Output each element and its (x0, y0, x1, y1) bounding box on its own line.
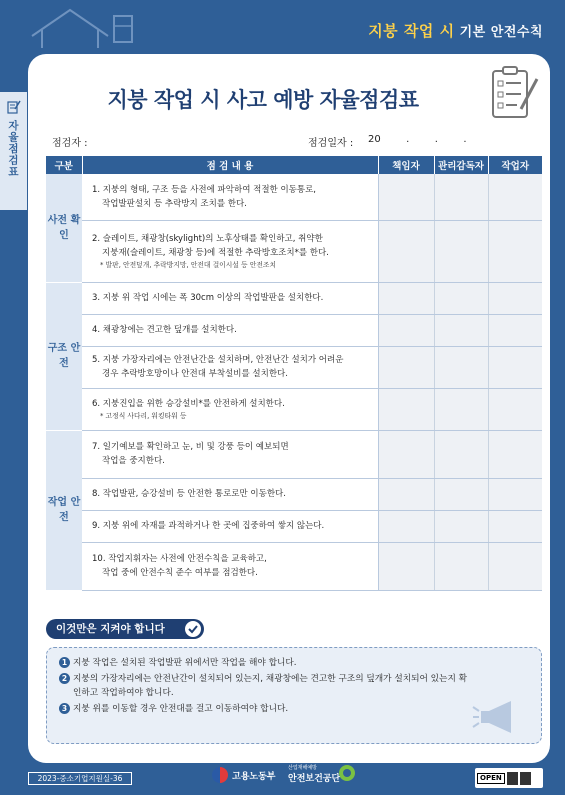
house-illustration (30, 6, 140, 48)
must-keep-box (46, 647, 542, 744)
check-cell-manager[interactable] (378, 430, 434, 478)
inspector-label: 점검자 : (52, 138, 88, 149)
megaphone-icon (471, 697, 533, 737)
item-text-cont: 작업을 중지한다. (102, 456, 165, 466)
check-cell-supervisor[interactable] (434, 220, 488, 282)
item-text: 2. 슬레이트, 채광창(skylight)의 노후상태를 확인하고, 취약한 (92, 234, 323, 244)
check-cell-worker[interactable] (488, 542, 542, 590)
check-cell-manager[interactable] (378, 478, 434, 510)
agency-name: 안전보건공단 (288, 774, 341, 784)
item-text: 10. 작업지휘자는 사전에 안전수칙을 교육하고, (92, 554, 267, 564)
check-cell-supervisor[interactable] (434, 346, 488, 388)
check-cell-manager[interactable] (378, 510, 434, 542)
header-title-rest: 기본 안전수칙 (459, 25, 543, 40)
side-tab-label: 자율점검표 (7, 120, 19, 178)
check-cell-worker[interactable] (488, 388, 542, 430)
item-note: * 발판, 안전덮개, 추락방지망, 안전대 걸이시설 등 안전조치 (100, 261, 277, 269)
item-text: 3. 지붕 위 작업 시에는 폭 30cm 이상의 작업발판을 설치한다. (92, 293, 324, 303)
check-cell-supervisor[interactable] (434, 510, 488, 542)
checklist-table (46, 156, 542, 591)
date-value: 20 . . . (368, 134, 467, 145)
table-row (46, 430, 542, 478)
must-keep-text: 지붕 위를 이동할 경우 안전대를 걸고 이동하여야 합니다. (73, 704, 289, 714)
bullet-number: 3 (59, 703, 70, 714)
agency-emblem-icon (338, 764, 356, 782)
header-supervisor: 관리감독자 (434, 156, 488, 174)
side-tab (0, 92, 27, 210)
license-text: OPEN (477, 773, 505, 784)
license-symbol-icon (507, 772, 518, 785)
check-cell-worker[interactable] (488, 220, 542, 282)
table-row (46, 282, 542, 314)
check-cell-supervisor[interactable] (434, 430, 488, 478)
item-text: 8. 작업발판, 승강설비 등 안전한 통로로만 이동한다. (92, 489, 286, 499)
must-keep-item (59, 702, 529, 716)
check-cell-manager[interactable] (378, 220, 434, 282)
table-row (46, 220, 542, 282)
item-text: 4. 채광창에는 견고한 덮개를 설치한다. (92, 325, 237, 335)
item-text: 7. 일기예보를 확인하고 눈, 비 및 강풍 등이 예보되면 (92, 442, 289, 452)
must-keep-text: 지붕 작업은 설치된 작업발판 위에서만 작업을 해야 합니다. (73, 658, 297, 668)
item-text: 5. 지붕 가장자리에는 안전난간을 설치하며, 안전난간 설치가 어려운 (92, 355, 344, 365)
check-cell-worker[interactable] (488, 282, 542, 314)
header-title (368, 20, 543, 41)
check-cell-worker[interactable] (488, 174, 542, 220)
agency-sub: 산업재해예방 (288, 765, 317, 771)
item-text: 9. 지붕 위에 자재를 과적하거나 한 곳에 집중하여 쌓지 않는다. (92, 521, 325, 531)
date-label: 점검일자 : (308, 138, 354, 149)
must-keep-text: 지붕의 가장자리에는 안전난간이 설치되어 있는지, 채광창에는 견고한 구조의 덮개가 설치되어 있는지 확인하고 작업하여야 합니다. (73, 674, 467, 698)
table-row (46, 510, 542, 542)
table-row (46, 388, 542, 430)
ministry-name: 고용노동부 (232, 771, 276, 782)
check-circle-icon (185, 621, 201, 637)
agency-logo (288, 764, 340, 784)
ministry-logo (212, 767, 275, 783)
item-text: 1. 지붕의 형태, 구조 등을 사전에 파악하여 적절한 이동통로, (92, 184, 316, 195)
check-cell-manager[interactable] (378, 314, 434, 346)
table-row (46, 346, 542, 388)
check-cell-worker[interactable] (488, 346, 542, 388)
must-keep-item (59, 656, 529, 670)
item-text-cont: 작업 중에 안전수칙 준수 여부를 점검한다. (102, 568, 258, 578)
table-row (46, 478, 542, 510)
check-cell-worker[interactable] (488, 314, 542, 346)
group-label: 구조 안전 (46, 282, 82, 430)
document-code: 2023-중소기업지원실-36 (28, 772, 132, 785)
check-cell-manager[interactable] (378, 346, 434, 388)
item-text-cont: 작업발판설치 등 추락방지 조치를 한다. (102, 198, 247, 209)
item-note: * 고정식 사다리, 워킹타워 등 (100, 412, 187, 420)
license-symbol-icon (520, 772, 531, 785)
check-cell-manager[interactable] (378, 282, 434, 314)
check-cell-manager[interactable] (378, 388, 434, 430)
header-category: 구분 (46, 156, 82, 174)
item-text: 6. 지붕진입을 위한 승강설비*를 안전하게 설치한다. (92, 399, 285, 409)
header-title-highlight: 지붕 작업 시 (368, 22, 455, 40)
header-manager: 책임자 (378, 156, 434, 174)
check-cell-supervisor[interactable] (434, 174, 488, 220)
header-worker: 작업자 (488, 156, 542, 174)
check-cell-supervisor[interactable] (434, 282, 488, 314)
table-row (46, 314, 542, 346)
check-cell-manager[interactable] (378, 174, 434, 220)
check-cell-worker[interactable] (488, 510, 542, 542)
must-keep-heading (46, 619, 204, 639)
check-cell-supervisor[interactable] (434, 542, 488, 590)
table-header-row (46, 156, 542, 174)
check-cell-supervisor[interactable] (434, 314, 488, 346)
page-title: 지붕 작업 시 사고 예방 자율점검표 (107, 88, 419, 112)
clipboard-icon (483, 65, 541, 123)
header-content: 점 검 내 용 (82, 156, 378, 174)
group-label: 작업 안전 (46, 430, 82, 590)
table-row (46, 174, 542, 220)
check-cell-worker[interactable] (488, 478, 542, 510)
check-cell-supervisor[interactable] (434, 388, 488, 430)
pencil-note-icon (7, 100, 21, 114)
must-keep-item (59, 672, 529, 700)
check-cell-supervisor[interactable] (434, 478, 488, 510)
bullet-number: 1 (59, 657, 70, 668)
item-text-cont: 경우 추락방호망이나 안전대 부착설비를 설치한다. (102, 369, 288, 379)
check-cell-worker[interactable] (488, 430, 542, 478)
item-text-cont: 지붕재(슬레이트, 채광창 등)에 적절한 추락방호조치*를 한다. (102, 248, 329, 258)
bullet-number: 2 (59, 673, 70, 684)
table-row (46, 542, 542, 590)
group-label: 사전 확인 (46, 174, 82, 282)
license-badge (475, 768, 543, 788)
taegeuk-icon (212, 767, 228, 783)
check-cell-manager[interactable] (378, 542, 434, 590)
must-keep-label: 이것만은 지켜야 합니다 (56, 623, 165, 635)
